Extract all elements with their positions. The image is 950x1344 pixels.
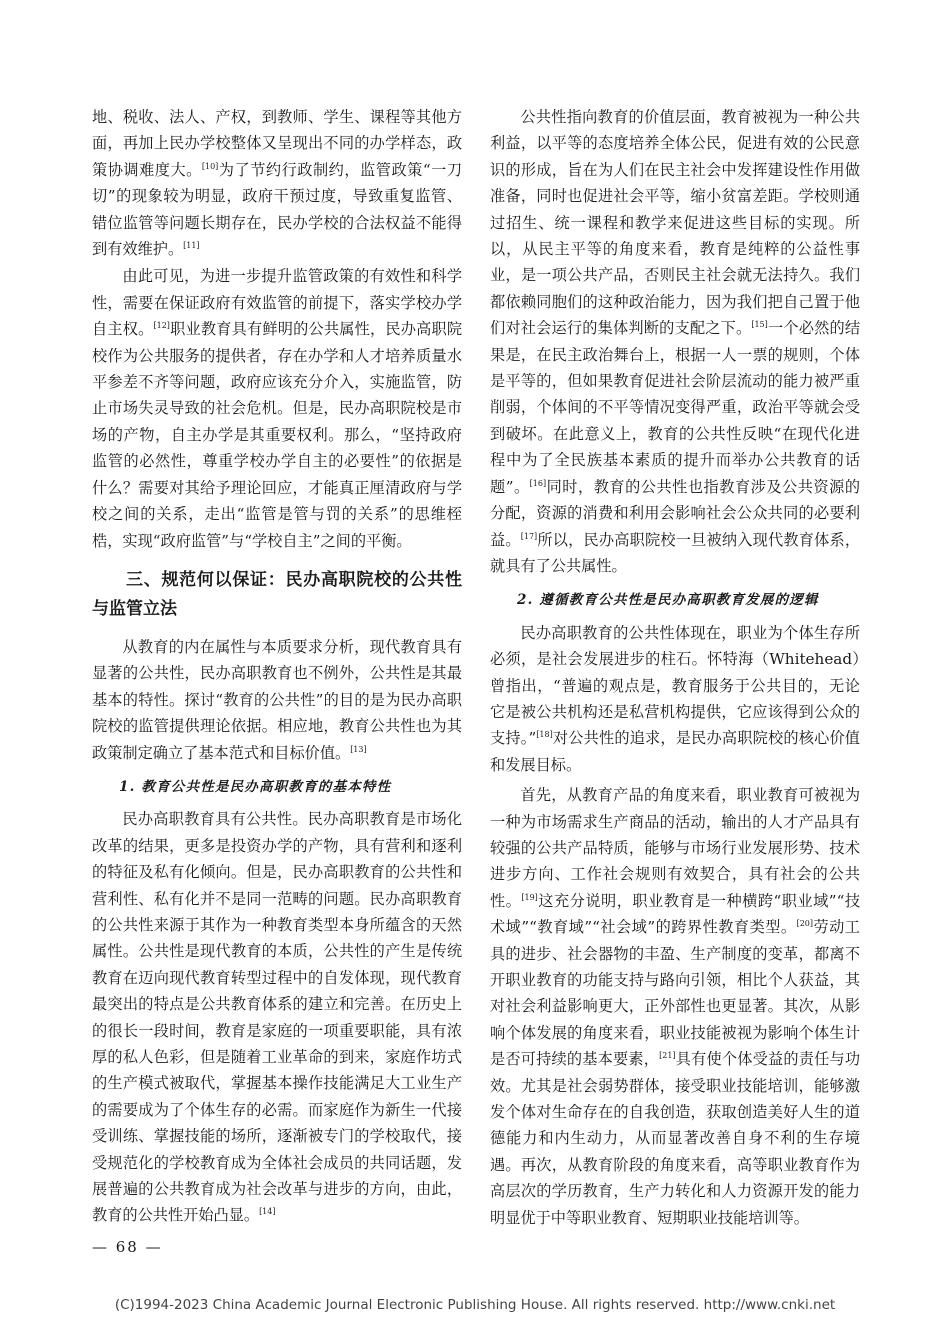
- left-column: [92, 104, 462, 1230]
- citation[interactable]: [17]: [520, 531, 538, 541]
- citation[interactable]: [13]: [350, 744, 367, 754]
- citation[interactable]: [20]: [796, 919, 813, 929]
- citation[interactable]: [11]: [183, 241, 200, 251]
- citation[interactable]: [18]: [536, 730, 553, 740]
- citation[interactable]: [21]: [659, 1051, 676, 1061]
- citation[interactable]: [19]: [521, 892, 538, 902]
- citation[interactable]: [16]: [529, 478, 547, 488]
- citation[interactable]: [14]: [259, 1207, 276, 1217]
- page-number: — 68 —: [92, 1238, 163, 1256]
- footer-copyright: (C)1994-2023 China Academic Journal Electronic Publishing House. All rights reserved. http://www.cnki.net: [114, 1297, 836, 1313]
- citation[interactable]: [12]: [153, 321, 170, 331]
- paragraph: 民办高职教育具有公共性。民办高职教育是市场化改革的结果，更多是投资办学的产物，具有营利和逐利的特征及私有化倾向。但是，民办高职教育的公共性和营利性、私有化并不是同一范畴的问题。民办高职教育的公共性来源于其作为一种教育类型本身所蕴含的天然属性。公共性是现代教育的本质，公共性的产生是传统教育在迈向现代教育转型过程中的自发体现，现代教育最突出的特点是公共教育体系的建立和完善。在历史上的很长一段时间，教育是家庭的一项重要职能，具有浓厚的私人色彩，但是随着工业革命的到来，家庭作坊式的生产模式被取代，掌握基本操作技能满足大工业生产的需要成为了个体生存的必需。而家庭作为新生一代接受训练、掌握技能的场所，逐渐被专门的学校取代，接受规范化的学校教育成为全体社会成员的共同话题，发展普遍的公共教育成为社会改革与进步的方向，由此，教育的公共性开始凸显。[14]: [92, 810, 462, 1225]
- right-column: [490, 104, 860, 1232]
- section-heading: 三、规范何以保证：民办高职院校的公共性与监管立法: [92, 569, 462, 619]
- citation[interactable]: [15]: [751, 320, 768, 330]
- paragraph: 首先，从教育产品的角度来看，职业教育可被视为一种为市场需求生产商品的活动，输出的人才产品具有较强的公共产品特质，能够与市场行业发展形势、技术进步方向、工作社会规则有效契合，具有社会的公共性。[19]这充分说明，职业教育是一种横跨“职业域”“技术域”“教育域”“社会域”的跨界性教育类型。[20]劳动工具的进步、社会器物的丰盈、生产制度的变革，都离不开职业教育的功能支持与路向引领，相比个人获益，其对社会利益影响更大，正外部性也更显著。其次，从影响个体发展的角度来看，职业技能被视为影响个体生计是否可持续的基本要素，[21]具有使个体受益的责任与功效。尤其是社会弱势群体，接受职业技能培训，能够激发个体对生命存在的自我创造，获取创造美好人生的道德能力和内生动力，从而显著改善自身不利的生存境遇。再次，从教育阶段的角度来看，高等职业教育作为高层次的学历教育，生产力转化和人力资源开发的能力明显优于中等职业教育、短期职业技能培训等。: [490, 786, 861, 1227]
- subsection-heading: 1. 教育公共性是民办高职教育的基本特性: [119, 778, 392, 795]
- paragraph: 民办高职教育的公共性体现在，职业为个体生存所必须，是社会发展进步的柱石。怀特海（Whitehead）曾指出，“普遍的观点是，教育服务于公共目的，无论它是被公共机构还是私营机构提供，它应该得到公众的支持。”[18]对公共性的追求，是民办高职院校的核心价值和发展目标。: [490, 623, 860, 774]
- subsection-heading: 2. 遵循教育公共性是民办高职教育发展的逻辑: [517, 592, 819, 609]
- paragraph: 公共性指向教育的价值层面，教育被视为一种公共利益，以平等的态度培养全体公民，促进有效的公民意识的形成，旨在为人们在民主社会中发挥建设性作用做准备，同时也促进社会平等，缩小贫富差距。学校则通过招生、统一课程和教学来促进这些目标的实现。所以，从民主平等的角度来看，教育是纯粹的公益性事业，是一项公共产品，否则民主社会就无法持久。我们都依赖同胞们的这种政治能力，因为我们把自己置于他们对社会运行的集体判断的支配之下。[15]一个必然的结果是，在民主政治舞台上，根据一人一票的规则，个体是平等的，但如果教育促进社会阶层流动的能力被严重削弱，个体间的不平等情况变得严重，政治平等就会受到破坏。在此意义上，教育的公共性反映“在现代化进程中为了全民族基本素质的提升而举办公共教育的话题”。[16]同时，教育的公共性也指教育涉及公共资源的分配，资源的消费和利用会影响社会公众共同的必要利益。[17]所以，民办高职院校一旦被纳入现代教育体系，就具有了公共属性。: [490, 108, 861, 575]
- paragraph: 地、税收、法人、产权，到教师、学生、课程等其他方面，再加上民办学校整体又呈现出不同的办学样态，政策协调难度大。[10]为了节约行政制约，监管政策“一刀切”的现象较为明显，政府干预过度，导致重复监管、错位监管等问题长期存在，民办学校的合法权益不能得到有效维护。[11]: [92, 108, 463, 259]
- citation[interactable]: [10]: [201, 161, 219, 171]
- paragraph: 由此可见，为进一步提升监管政策的有效性和科学性，需要在保证政府有效监管的前提下，落实学校办学自主权。[12]职业教育具有鲜明的公共属性，民办高职院校作为公共服务的提供者，存在办学和人才培养质量水平参差不齐等问题，政府应该充分介入，实施监管，防止市场失灵导致的社会危机。但是，民办高职院校是市场的产物，自主办学是其重要权利。那么，“坚持政府监管的必然性，尊重学校办学自主的必要性”的依据是什么？需要对其给予理论回应，才能真正厘清政府与学校之间的关系，走出“监管是管与罚的关系”的思维桎梏，实现“政府监管”与“学校自主”之间的平衡。: [92, 267, 463, 550]
- paragraph: 从教育的内在属性与本质要求分析，现代教育具有显著的公共性，民办高职教育也不例外，公共性是其最基本的特性。探讨“教育的公共性”的目的是为民办高职院校的监管提供理论依据。相应地，教育公共性也为其政策制定确立了基本范式和目标价值。[13]: [92, 637, 462, 762]
